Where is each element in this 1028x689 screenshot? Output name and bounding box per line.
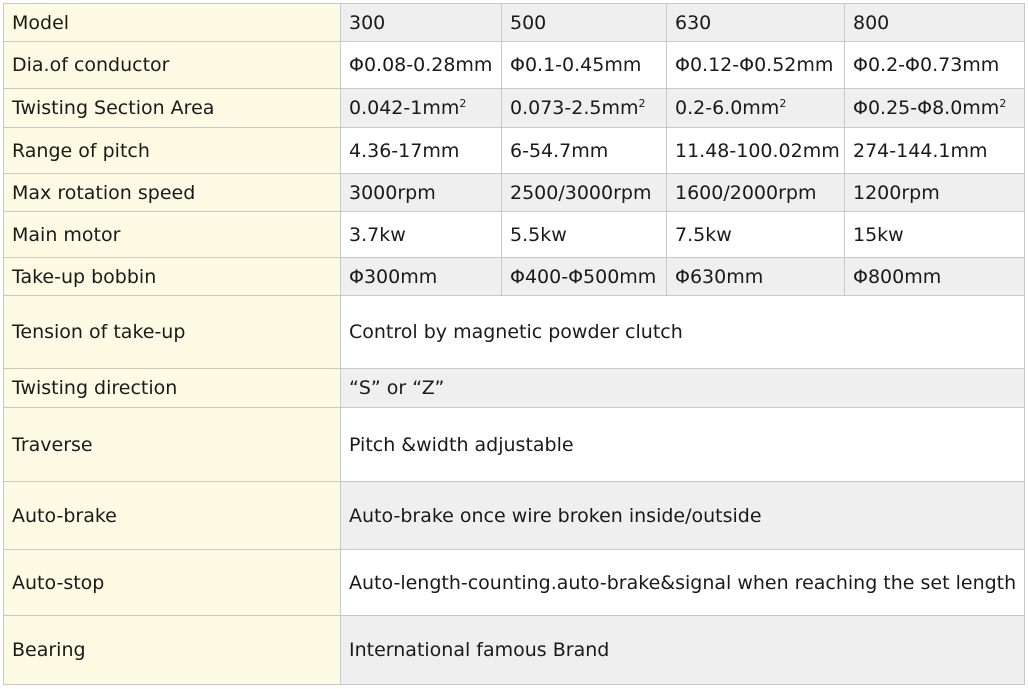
cell-630: 7.5kw — [667, 212, 845, 258]
superscript-2: 2 — [779, 97, 787, 110]
cell-500: Φ400-Φ500mm — [502, 258, 667, 296]
cell-300: Φ300mm — [341, 258, 502, 296]
cell-630 — [667, 89, 845, 128]
row-label: Auto-brake — [4, 482, 341, 550]
cell-value: 0.073-2.5mm — [510, 97, 639, 119]
cell-800: 274-144.1mm — [845, 128, 1025, 174]
row-label: Main motor — [4, 212, 341, 258]
cell-300: 4.36-17mm — [341, 128, 502, 174]
table-row — [4, 258, 1025, 296]
table-row — [4, 128, 1025, 174]
cell-800 — [845, 89, 1025, 128]
cell-500: Φ0.1-0.45mm — [502, 42, 667, 89]
cell-value: 0.2-6.0mm — [675, 97, 780, 119]
cell-300 — [341, 89, 502, 128]
row-label: Tension of take-up — [4, 296, 341, 369]
cell-800: 1200rpm — [845, 174, 1025, 212]
merged-value: Auto-length-counting.auto-brake&signal when reaching the set length — [341, 550, 1025, 616]
spec-table — [3, 3, 1025, 685]
cell-300: 3000rpm — [341, 174, 502, 212]
merged-value: Auto-brake once wire broken inside/outside — [341, 482, 1025, 550]
superscript-2: 2 — [638, 97, 646, 110]
row-label: Twisting Section Area — [4, 89, 341, 128]
row-label: Auto-stop — [4, 550, 341, 616]
merged-value: International famous Brand — [341, 616, 1025, 685]
table-row — [4, 212, 1025, 258]
table-row-merged — [4, 296, 1025, 369]
cell-630: Φ630mm — [667, 258, 845, 296]
row-label: Dia.of conductor — [4, 42, 341, 89]
cell-800: Φ800mm — [845, 258, 1025, 296]
table-row — [4, 174, 1025, 212]
table-row-merged — [4, 482, 1025, 550]
cell-630: 11.48-100.02mm — [667, 128, 845, 174]
cell-630: Φ0.12-Φ0.52mm — [667, 42, 845, 89]
table-row-merged — [4, 408, 1025, 482]
row-label: Take-up bobbin — [4, 258, 341, 296]
superscript-2: 2 — [459, 97, 467, 110]
header-model-630: 630 — [667, 4, 845, 42]
merged-value: Pitch &width adjustable — [341, 408, 1025, 482]
table-row-merged — [4, 616, 1025, 685]
row-label: Max rotation speed — [4, 174, 341, 212]
cell-800: 15kw — [845, 212, 1025, 258]
header-model-500: 500 — [502, 4, 667, 42]
table-row-merged — [4, 550, 1025, 616]
cell-800: Φ0.2-Φ0.73mm — [845, 42, 1025, 89]
cell-value: Φ0.25-Φ8.0mm — [853, 97, 1000, 119]
merged-value: Control by magnetic powder clutch — [341, 296, 1025, 369]
row-label: Range of pitch — [4, 128, 341, 174]
cell-500: 6-54.7mm — [502, 128, 667, 174]
header-model-label: Model — [4, 4, 341, 42]
superscript-2: 2 — [999, 97, 1007, 110]
table-row — [4, 89, 1025, 128]
cell-500 — [502, 89, 667, 128]
cell-500: 2500/3000rpm — [502, 174, 667, 212]
cell-300: Φ0.08-0.28mm — [341, 42, 502, 89]
cell-300: 3.7kw — [341, 212, 502, 258]
row-label: Twisting direction — [4, 369, 341, 408]
row-label: Bearing — [4, 616, 341, 685]
merged-value: “S” or “Z” — [341, 369, 1025, 408]
cell-630: 1600/2000rpm — [667, 174, 845, 212]
header-row — [4, 4, 1025, 42]
row-label: Traverse — [4, 408, 341, 482]
header-model-300: 300 — [341, 4, 502, 42]
table-row — [4, 42, 1025, 89]
cell-value: 0.042-1mm — [349, 97, 460, 119]
table-row-merged — [4, 369, 1025, 408]
cell-500: 5.5kw — [502, 212, 667, 258]
header-model-800: 800 — [845, 4, 1025, 42]
